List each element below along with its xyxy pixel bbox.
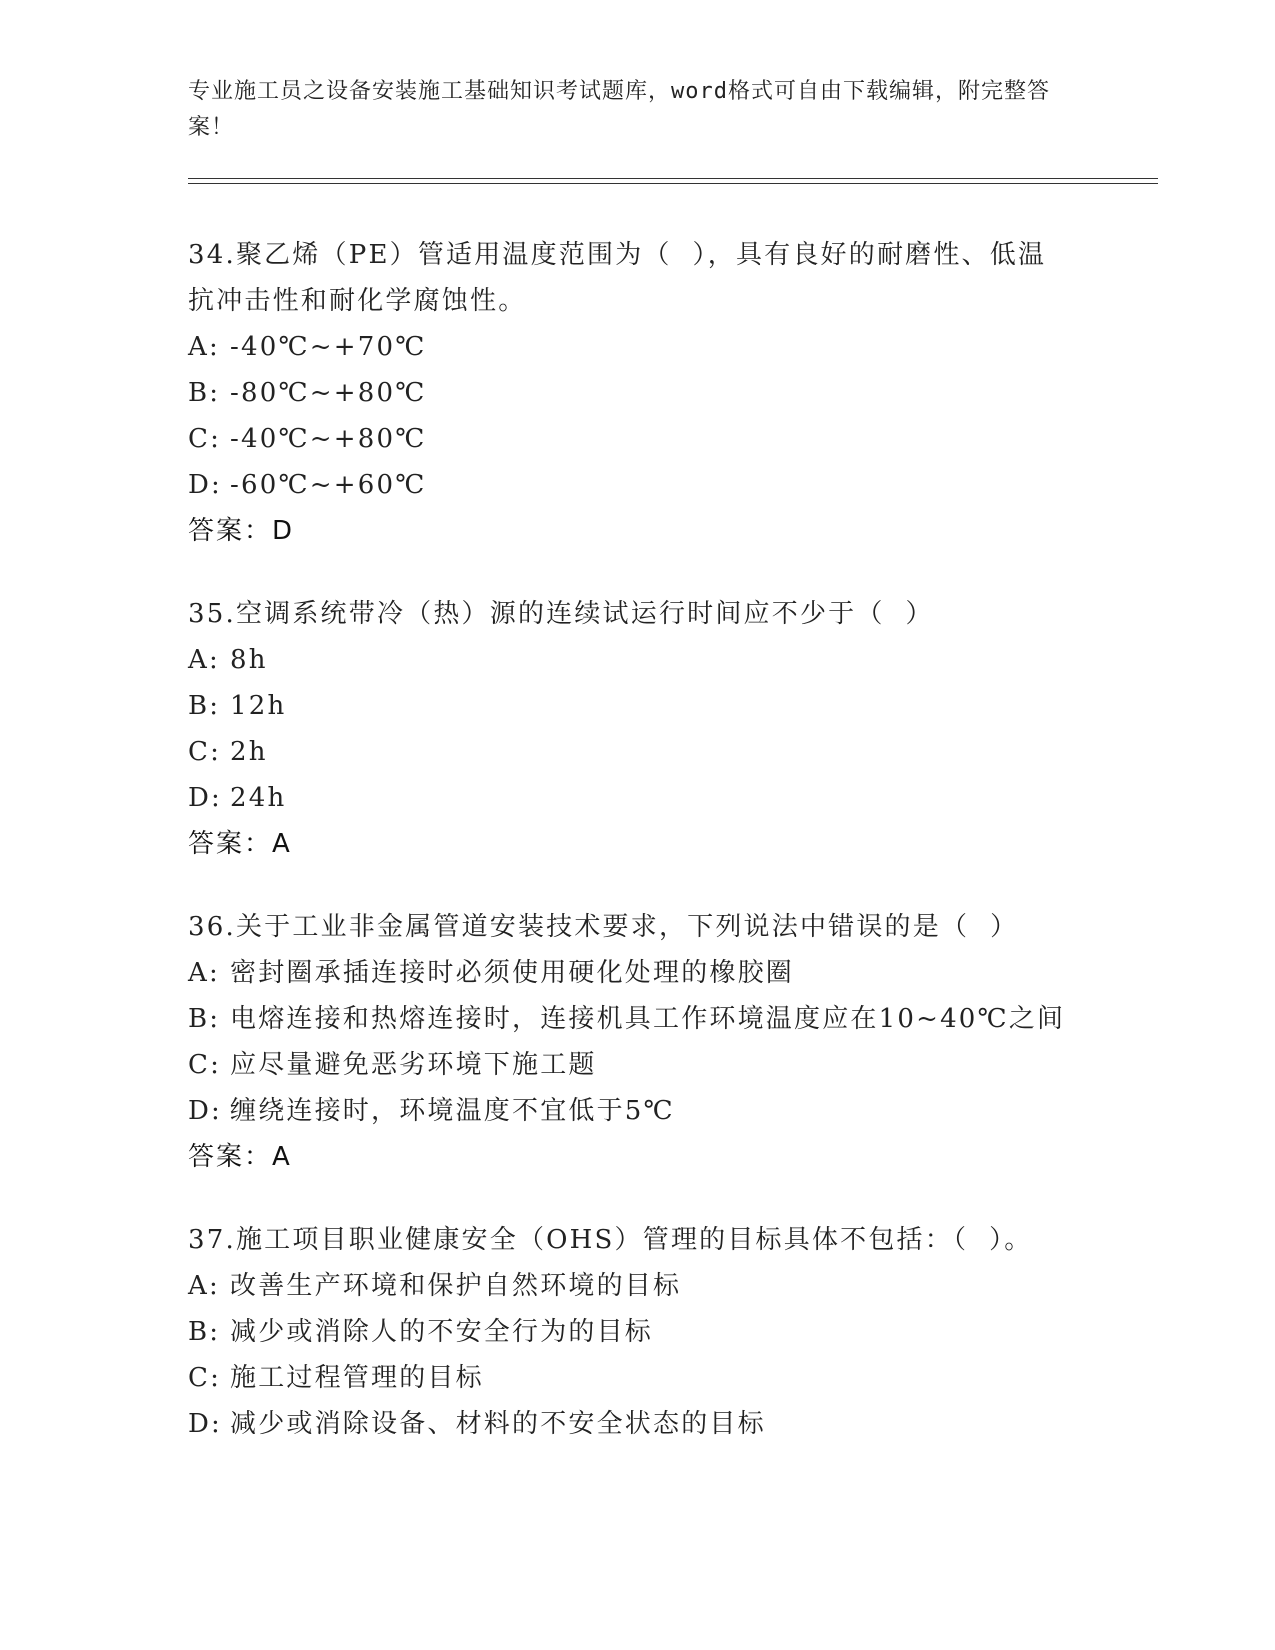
option-label: B: [188, 691, 221, 721]
option-text: -40℃~+80℃ [230, 424, 427, 454]
option-d [188, 775, 1168, 821]
option-c [188, 1042, 1168, 1088]
option-a [188, 950, 1168, 996]
answer: 答案：A [188, 1142, 292, 1172]
option-label: C: [188, 737, 222, 767]
option-b [188, 1309, 1168, 1355]
option-label: C: [188, 424, 222, 454]
option-b [188, 683, 1168, 729]
header-rule-bottom [188, 183, 1158, 184]
option-text: 密封圈承插连接时必须使用硬化处理的橡胶圈 [230, 958, 795, 988]
option-label: D: [188, 1096, 223, 1126]
option-b [188, 370, 1168, 416]
option-a [188, 637, 1168, 683]
option-text: 2h [230, 737, 268, 767]
question-stem: 36.关于工业非金属管道安装技术要求，下列说法中错误的是（ ） [188, 912, 1019, 942]
answer: 答案：D [188, 516, 295, 546]
question-35 [188, 591, 1168, 867]
question-stem: 35.空调系统带冷（热）源的连续试运行时间应不少于（ ） [188, 599, 934, 629]
question-stem: 34.聚乙烯（PE）管适用温度范围为（ ），具有良好的耐磨性、低温抗冲击性和耐化学腐蚀性。 [188, 240, 1047, 316]
option-label: A: [188, 332, 220, 362]
option-d [188, 1401, 1168, 1447]
option-text: 减少或消除人的不安全行为的目标 [230, 1317, 654, 1347]
option-b [188, 996, 1168, 1042]
answer: 答案：A [188, 829, 292, 859]
option-label: D: [188, 1409, 223, 1439]
question-list [188, 232, 1168, 1484]
question-34 [188, 232, 1168, 554]
option-label: A: [188, 958, 220, 988]
option-text: 施工过程管理的目标 [230, 1363, 484, 1393]
option-label: B: [188, 1317, 221, 1347]
header-rule-top [188, 178, 1158, 179]
option-text: 缠绕连接时，环境温度不宜低于5℃ [230, 1096, 675, 1126]
option-label: D: [188, 470, 223, 500]
option-label: B: [188, 1004, 221, 1034]
option-text: -40℃~+70℃ [230, 332, 427, 362]
option-text: 电熔连接和热熔连接时，连接机具工作环境温度应在10~40℃之间 [230, 1004, 1066, 1034]
option-d [188, 1088, 1168, 1134]
option-c [188, 729, 1168, 775]
option-label: C: [188, 1363, 222, 1393]
option-text: 8h [230, 645, 268, 675]
option-label: A: [188, 1271, 220, 1301]
option-c [188, 416, 1168, 462]
option-c [188, 1355, 1168, 1401]
question-36 [188, 904, 1168, 1180]
option-a [188, 1263, 1168, 1309]
question-stem: 37.施工项目职业健康安全（OHS）管理的目标具体不包括：（ ）。 [188, 1225, 1033, 1255]
option-a [188, 324, 1168, 370]
option-text: 应尽量避免恶劣环境下施工题 [230, 1050, 597, 1080]
option-label: C: [188, 1050, 222, 1080]
option-text: -80℃~+80℃ [230, 378, 427, 408]
option-text: 减少或消除设备、材料的不安全状态的目标 [230, 1409, 766, 1439]
option-text: 改善生产环境和保护自然环境的目标 [230, 1271, 682, 1301]
option-d [188, 462, 1168, 508]
option-text: 24h [230, 783, 287, 813]
option-text: 12h [230, 691, 287, 721]
option-text: -60℃~+60℃ [230, 470, 427, 500]
option-label: A: [188, 645, 220, 675]
document-header: 专业施工员之设备安装施工基础知识考试题库，word格式可自由下载编辑，附完整答案！ [188, 79, 1050, 140]
option-label: D: [188, 783, 223, 813]
option-label: B: [188, 378, 221, 408]
question-37 [188, 1217, 1168, 1447]
